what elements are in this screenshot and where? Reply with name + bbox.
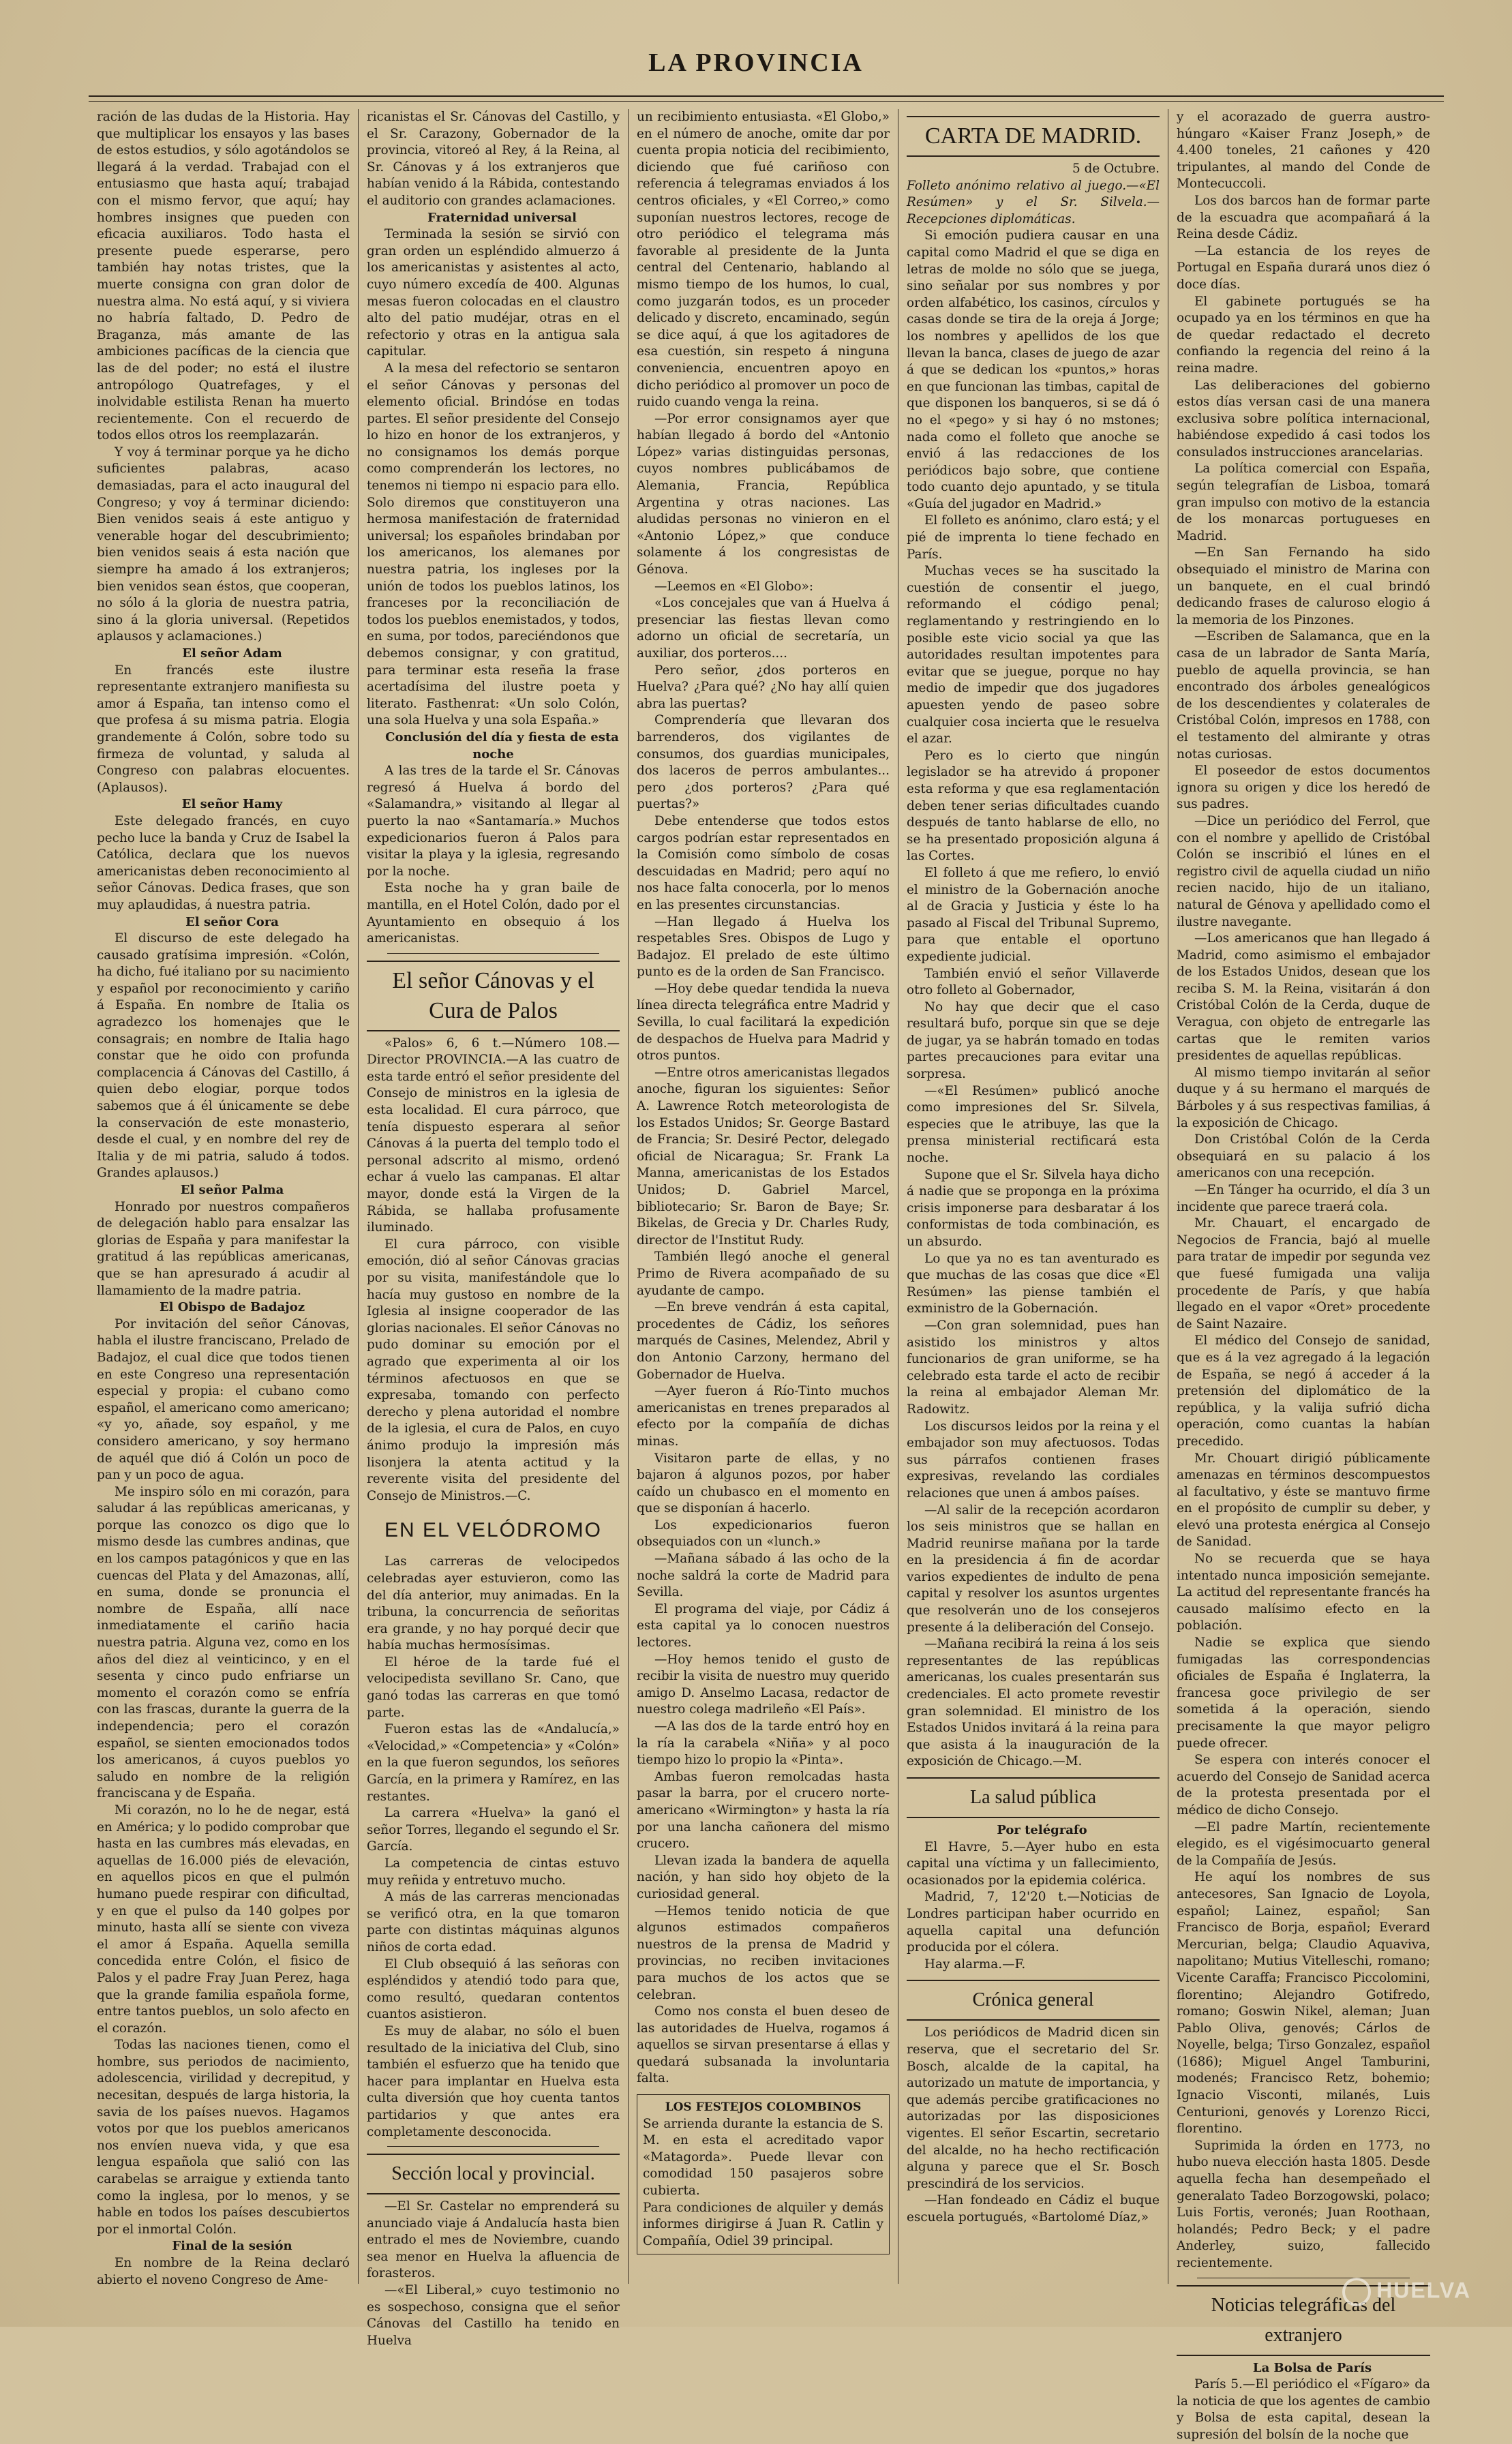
archive-seal-icon xyxy=(1342,2278,1371,2306)
article-paragraph: —Dice un periódico del Ferrol, que con el nombre y apellido de Cristóbal Colón se inscribió el lúnes en el registro civil de aquella ciudad un niño recien nacido, hijo de un italiano, natural de Génova y apellidado como el ilustre navegante. xyxy=(1177,813,1430,929)
article-paragraph: Mi corazón, no lo he de negar, está en América; y lo podido comprobar que hasta en las cumbres más elevadas, en aquellas de 16.000 piés de elevación, en aquellos picos en que el pulmón humano puede respirar con dificultad, y en que el pulso da 140 golpes por minuto, hasta allí se siente con viveza el amor á España. Aquella semilla concedida entre Colón, el fisico de Palos y el padre Fray Juan Perez, haga que la grande familia española forme, entre tantos pueblos, un solo afecto en el corazón. xyxy=(97,1802,350,2036)
article-paragraph: —Hemos tenido noticia de que algunos estimados compañeros nuestros de la prensa de Madrid y provincias, no reciben invitaciones para muchos de los actos que se celebran. xyxy=(637,1903,890,2002)
article-paragraph: Me inspiro sólo en mi corazón, para saludar á las repúblicas americanas, y porque las conozco os digo que lo mismo desde las cumbres andinas, que en los campos patagónicos y que en las cuencas del Plata y del Amazonas, allí, en suma, donde se pronuncia el nombre de España, allí nace inmediatamente el cariño hacia nuestra patria. Alguna vez, como en los años del diez al veinticinco, y en el sesenta y cinco pudo enfriarse un momento el corazón como se enfría con las frascas, durante la guerra de la independencia; pero el corazón español, se sienten emocionados todos los americanos, á cuyos pueblos yo saludo en nombre de la religión franciscana y de España. xyxy=(97,1484,350,1801)
article-paragraph: Los discursos leidos por la reina y el embajador son muy afectuosos. Todas sus párrafos contienen frases expresivas, revelando las cordiales relaciones que unen á ambos países. xyxy=(907,1419,1160,1500)
article-paragraph: La política comercial con España, según telegrafían de Lisboa, tomará gran impulso con motivo de la estancia de los monarcas portugueses en Madrid. xyxy=(1177,462,1430,543)
article-paragraph: Las carreras de velocipedos celebradas ayer estuvieron, como las del día anterior, muy animadas. En la tribuna, la concurrencia de señoritas era grande, y no hay porqué decir que había muchas hermosísimas. xyxy=(367,1554,620,1653)
column-divider xyxy=(387,2146,599,2147)
article-paragraph: El poseedor de estos documentos ignora su origen y dice los heredó de sus padres. xyxy=(1177,764,1430,812)
section-title: El señor Cánovas y el Cura de Palos xyxy=(367,961,620,1031)
article-paragraph: Pero señor, ¿dos porteros en Huelva? ¿Para qué? ¿No hay allí quien abra las puertas? xyxy=(637,663,890,711)
section-title: Crónica general xyxy=(907,1980,1160,2021)
subheading: El señor Adam xyxy=(182,646,282,661)
article-paragraph: Pero es lo cierto que ningún legislador se ha atrevido á proponer esta reforma y que esa reglamentación deben tener serias dificultades cuando después de tanto hablarse de ello, no se ha presentado proposición alguna á las Cortes. xyxy=(907,748,1160,864)
article-paragraph: No se recuerda que se haya intentado nunca imposición semejante. La actitud del representante francés ha causado malísimo efecto en la población. xyxy=(1177,1552,1430,1633)
column-3 xyxy=(629,109,898,2284)
subheading: Fraternidad universal xyxy=(427,210,577,225)
article-paragraph: Supone que el Sr. Silvela haya dicho á nadie que se proponga en la próxima crisis imponerse para desbaratar á los conformistas de toda combinación, es un absurdo. xyxy=(907,1167,1160,1249)
article-paragraph: Se espera con interés conocer el acuerdo del Consejo de Sanidad acerca de la protesta presentada por el médico de dicho Consejo. xyxy=(1177,1753,1430,1817)
section-title: Noticias telegráficas del extranjero xyxy=(1177,2285,1430,2356)
columns xyxy=(89,109,1438,2442)
article-paragraph: —En breve vendrán á esta capital, procedentes de Cádiz, los señores marqués de Casines, Melendez, Abril y don Antonio Carzony, hermano del Gobernador de Huelva. xyxy=(637,1300,890,1382)
article-paragraph: El héroe de la tarde fué el velocipedista sevillano Sr. Cano, que ganó todas las carreras en que tomó parte. xyxy=(367,1655,620,1720)
article-paragraph: «Palos» 6, 6 t.—Número 108.—Director PROVINCIA.—A las cuatro de esta tarde entró el señor presidente del Consejo de ministros en la iglesia de esta localidad. El cura párroco, que tenía dispuesto esperara al señor Cánovas á la puerta del templo todo el personal adscrito al mismo, ordenó echar á vuelo las campanas. El altar mayor, donde está la Virgen de la Rábida, se hallaba profusamente iluminado. xyxy=(367,1036,620,1235)
article-paragraph: El cura párroco, con visible emoción, dió al señor Cánovas gracias por su visita, manifestándole que lo hacía muy gustoso en nombre de la Iglesia al insigne cooperador de las glorias nacionales. El señor Cánovas no pudo dominar su emoción por el agrado que experimenta al oir los términos afectuosos en que se expresaba, tomando con perfecto derecho y plena autoridad el nombre de la iglesia, el cura de Palos, en cuyo ánimo produjo la impresión más lisonjera la atenta actitud y la reverente visita del presidente del Consejo de Ministros.—C. xyxy=(367,1237,620,1503)
article-paragraph: —En San Fernando ha sido obsequiado el ministro de Marina con un banquete, en el cual brindó dedicando frases de caluroso elogio á la memoria de los Pinzones. xyxy=(1177,545,1430,627)
article-paragraph: Como nos consta el buen deseo de las autoridades de Huelva, rogamos á aquellos se sirvan presentarse á ellas y quedará subsanada la involuntaria falta. xyxy=(637,2004,890,2086)
article-paragraph: —Por error consignamos ayer que habían llegado á bordo del «Antonio López» varias distinguidas personas, cuyos nombres publicábamos de Alemania, Francia, República Argentina y otras naciones. Las aludidas personas no vinieron en el «Antonio López,» que conduce solamente á los congresistas de Génova. xyxy=(637,411,890,577)
article-paragraph: La carrera «Huelva» la ganó el señor Torres, llegando el segundo el Sr. García. xyxy=(367,1806,620,1854)
article-paragraph: Madrid, 7, 12'20 t.—Noticias de Londres participan haber ocurrido en aquella capital una defunción producida por el cólera. xyxy=(907,1890,1160,1955)
article-paragraph: Las deliberaciones del gobierno estos días versan casi de una manera exclusiva sobre política internacional, habiéndose expedido á casi todos los consulados instrucciones arancelarias. xyxy=(1177,378,1430,459)
article-paragraph: Si emoción pudiera causar en una capital como Madrid el que se diga en letras de molde no sólo que se juega, sino señalar por sus nombres y por orden alfabético, los casinos, círculos y casas donde se tira de la oreja á Jorge; los nombres y apellidos de los que llevan la banca, clases de juego de azar á que se dedican los «puntos,» horas en que funcionan las timbas, capital de que disponen los banqueros, si se dá ó no el «pego» y si hay ó no mstones; nada como el folleto que anoche se envió á las redacciones de los periódicos bajo sobre, que contiene todo cuanto dejo apuntado, y se titula «Guía del jugador en Madrid.» xyxy=(907,228,1160,511)
dateline: 5 de Octubre. xyxy=(1072,162,1160,176)
article-paragraph: El folleto es anónimo, claro está; y el pié de imprenta lo tiene fechado en París. xyxy=(907,513,1160,562)
article-paragraph: Honrado por nuestros compañeros de delegación hablo para ensalzar las glorias de España y para manifestar la gratitud á las repúblicas americanas, que se han apresurado á acudir al llamamiento de la madre patria. xyxy=(97,1199,350,1298)
article-paragraph: Hay alarma.—F. xyxy=(924,1957,1026,1972)
article-paragraph: —«El Liberal,» cuyo testimonio no es sospechoso, consigna que el señor Cánovas del Castillo ha tenido en Huelva xyxy=(367,2283,620,2348)
advertisement-title: LOS FESTEJOS COLOMBINOS xyxy=(665,2100,862,2115)
article-paragraph: y el acorazado de guerra austro-húngaro «Kaiser Franz Joseph,» de 4.400 toneles, 21 cañones y 420 tripulantes, al mando del Conde de Montecuccoli. xyxy=(1177,110,1430,192)
column-1 xyxy=(89,109,359,2287)
article-paragraph: No hay que decir que el caso resultará bufo, porque sin que se deje de jugar, ya se habrán tomado en todas partes precauciones para evitar una sorpresa. xyxy=(907,999,1160,1082)
article-paragraph: —Hoy hemos tenido el gusto de recibir la visita de nuestro muy querido amigo D. Anselmo Lacasa, redactor de nuestro colega madrileño «El País». xyxy=(637,1652,890,1717)
article-paragraph: La competencia de cintas estuvo muy reñida y entretuvo mucho. xyxy=(367,1856,620,1888)
article-paragraph: Ambas fueron remolcadas hasta pasar la barra, por el crucero norte-americano «Wirmington» y hasta la ría por una lancha cañonera del mismo crucero. xyxy=(637,1769,890,1852)
article-paragraph: un recibimiento entusiasta. «El Globo,» en el número de anoche, omite dar por cuenta propia noticia del recibimiento, diciendo que fué cariñoso con referencia á telegramas enviados á los centros oficiales, y «El Correo,» como suponían nuestros lectores, recoge de otro periódico el telegrama más favorable al presidente de la Junta central del Centenario, hablando al mismo tiempo de los humos, lo cual, como juzgarán todos, es un proceder delicado y discreto, encaminado, según se dice aquí, á que los agitadores de esa cuestión, sin respeto á ninguna conveniencia, encuentren apoyo en dicho periódico al promover un poco de ruido cuando venga la reina. xyxy=(637,110,890,410)
article-paragraph: Todas las naciones tienen, como el hombre, sus periodos de nacimiento, adolescencia, virilidad y decrepitud, y necesitan, después de larga historia, la savia de los países nuevos. Hagamos votos por que los pueblos americanos nos envíen nueva vida, y que esa lengua española que salió con las carabelas se arraigue y extienda tanto como la inglesa, por lo menos, y se hable en todos los países descubiertos por el inmortal Colón. xyxy=(97,2038,350,2237)
article-paragraph: También llegó anoche el general Primo de Rivera acompañado de su ayudante de campo. xyxy=(637,1250,890,1298)
article-paragraph: —Entre otros americanistas llegados anoche, figuran los siguientes: Señor A. Lawrence Rotch meteorologista de los Estados Unidos; Sr. George Bastard de Francia; Sr. Desiré Pector, delegado oficial de Nicaragua; Sr. Frank La Manna, americanistas de los Estados Unidos; D. Gabriel Marcel, bibliotecario; Sr. Baron de Baye; Sr. Bikelas, de Grecia y Dr. Charles Rudy, director de l'Institut Rudy. xyxy=(637,1065,890,1248)
article-paragraph: Y voy á terminar porque ya he dicho suficientes palabras, acaso demasiadas, para el acto inaugural del Congreso; y voy á terminar diciendo: Bien venidos seais á este antiguo y venerable hogar del descubrimiento; bien venidos seais á esta nación que siempre ha amado á los extranjeros; bien venidos sean éstos, que cooperan, no sólo á la gloria de nuestra patria, sino á la gloria universal. (Repetidos aplausos y aclamaciones.) xyxy=(97,444,350,644)
article-paragraph: Los expedicionarios fueron obsequiados con un «lunch.» xyxy=(637,1518,890,1550)
article-paragraph: Terminada la sesión se sirvió con gran orden un espléndido almuerzo á los americanistas y asistentes al acto, cuyo número excedía de 400. Algunas mesas fueron colocadas en el claustro alto del patio mudéjar, otras en el refectorio y otras en la antigua sala capitular. xyxy=(367,227,620,359)
article-paragraph: El Club obsequió á las señoras con espléndidos y atendió todo para que, como resultó, quedaran contentos cuantos asistieron. xyxy=(367,1957,620,2022)
subheading: El señor Hamy xyxy=(181,797,283,812)
article-paragraph: —«El Resúmen» publicó anoche como impresiones del Sr. Silvela, especies que le atribuye, las que la prensa ministerial rectificará esta noche. xyxy=(907,1083,1160,1166)
article-paragraph: —Los americanos que han llegado á Madrid, como asimismo el embajador de los Estados Unidos, desean que los reciba S. M. la Reina, visitarán á don Cristóbal Colón de la Cerda, duque de Veragua, con objeto de entregarle las cartas que le remiten varios presidentes de aquellas repúblicas. xyxy=(1177,931,1430,1063)
article-paragraph: Mr. Chouart dirigió públicamente amenazas en términos descompuestos al facultativo, y éste se mantuvo firme en el propósito de cumplir su deber, y elevó una protesta enérgica al Consejo de Sanidad. xyxy=(1177,1451,1430,1550)
archive-watermark xyxy=(1342,2278,1471,2306)
article-paragraph: Mr. Chauart, el encargado de Negocios de Francia, bajó al muelle para tratar de impedir por segunda vez que fuesé fumigada una valija procedente de París, y que había llegado en el vapor «Oret» procedente de Saint Nazaire. xyxy=(1177,1216,1430,1331)
subheading: Final de la sesión xyxy=(172,2239,292,2254)
article-paragraph: El discurso de este delegado ha causado gratísima impresión. «Colón, ha dicho, fué italiano por su nacimiento y español por reconocimiento y cariño á España. En nombre de Italia os agradezco los homenajes que le consagrais; en nombre de Italia hago constar que he oido con profunda complacencia á Cánovas del Castillo, á quien debo elogiar, porque todos sabemos que á él únicamente se debe la conservación de este monasterio, desde el cual, y en nombre del rey de Italia y de mi patria, saludo á todos. Grandes aplausos.) xyxy=(97,931,350,1181)
article-paragraph: —Han fondeado en Cádiz el buque escuela portugués, «Bartolomé Díaz,» xyxy=(907,2193,1160,2224)
article-paragraph: Los periódicos de Madrid dicen sin reserva, que el secretario del Sr. Bosch, alcalde de la capital, ha autorizado un matute de importancia, y que además percibe gratificaciones no autorizadas por las disposiciones vigentes. El señor Escartin, secretario del alcalde, no ha hecho rectificación alguna y parece que el Sr. Bosch prescindirá de los servicios. xyxy=(907,2025,1160,2191)
article-paragraph: El Havre, 5.—Ayer hubo en esta capital una víctima y un fallecimiento, ocasionados por la epidemia colérica. xyxy=(907,1839,1160,1888)
article-paragraph: —Al salir de la recepción acordaron los seis ministros que se hallan en Madrid reunirse mañana por la tarde en la presidencia á fin de acordar varios expedientes de indulto de pena capital y resolver los asuntos urgentes que resolverán uno de los consejeros presente á la deliberación del Consejo. xyxy=(907,1503,1160,1635)
article-paragraph: —En Tánger ha ocurrido, el día 3 un incidente que parece traerá cola. xyxy=(1177,1183,1430,1214)
article-paragraph: En francés este ilustre representante extranjero manifiesta su amor á España, tan intenso como el que profesa á su misma patria. Elogia grandemente á Colón, sobre todo su firmeza de voluntad, y saluda al Congreso con palabras elocuentes. (Aplausos). xyxy=(97,663,350,795)
article-paragraph: Lo que ya no es tan aventurado es que muchas de las cosas que dice «El Resúmen» las piense también el exministro de la Gobernación. xyxy=(907,1251,1160,1316)
article-paragraph: ricanistas el Sr. Cánovas del Castillo, y el Sr. Carazony, Gobernador de la provincia, vitoreó al Rey, á la Reina, al Sr. Cánovas y á los extranjeros que habían venido á la Rábida, contestando el auditorio con grandes aclamaciones. xyxy=(367,110,620,208)
masthead-rule xyxy=(89,95,1444,102)
column-4 xyxy=(898,109,1168,2284)
article-paragraph: El programa del viaje, por Cádiz á esta capital ya lo conocen nuestros lectores. xyxy=(637,1601,890,1650)
advertisement-box xyxy=(637,2094,890,2254)
article-paragraph: En nombre de la Reina declaró abierto el noveno Congreso de Ame- xyxy=(97,2256,350,2287)
article-paragraph: —Han llegado á Huelva los respetables Sres. Obispos de Lugo y Badajoz. El prelado de este último punto es de la orden de San Francisco. xyxy=(637,914,890,980)
subheading: El señor Palma xyxy=(180,1183,284,1197)
article-paragraph: —Escriben de Salamanca, que en la casa de un labrador de Santa María, pueblo de aquella provincia, se han encontrado dos árboles genealógicos de los descendientes y colaterales de Cristóbal Colón, impresos en 1788, con el testamento del almirante y otras notas curiosas. xyxy=(1177,629,1430,761)
article-paragraph: —El Sr. Castelar no emprenderá su anunciado viaje á Andalucía hasta bien entrado el mes de Noviembre, cuando sea menor en Huelva la afluencia de forasteros. xyxy=(367,2199,620,2281)
section-title: CARTA DE MADRID. xyxy=(907,116,1160,157)
article-paragraph: A la mesa del refectorio se sentaron el señor Cánovas y personas del elemento oficial. Brindóse en todas partes. El señor presidente del Consejo lo hizo en honor de los extranjeros, y no consignamos los demás porque como comprenderán los lectores, no tenemos ni tiempo ni espacio para ello. Solo diremos que constituyeron una hermosa manifestación de fraternidad universal; los españoles brindaban por los americanos, los alemanes por nuestra patria, los ingleses por la unión de todos los pueblos latinos, los franceses por la reconciliación de todos los pueblos enemistados, y todos, en suma, por todos, pareciéndonos que debemos consignar, y con gratitud, para terminar esta reseña la frase acertadísima del ilustre poeta y literato. Fasthenrat: «Un solo Colón, una sola Huelva y una sola España.» xyxy=(367,361,620,728)
article-paragraph: —La estancia de los reyes de Portugal en España durará unos diez ó doce días. xyxy=(1177,243,1430,292)
article-paragraph: —El padre Martín, recientemente elegido, es el vigésimocuarto general de la Compañía de Jesús. xyxy=(1177,1820,1430,1868)
masthead-title: LA PROVINCIA xyxy=(648,48,864,77)
section-title: Sección local y provincial. xyxy=(367,2154,620,2194)
subheading: Conclusión del día y fiesta de esta noche xyxy=(385,729,619,761)
article-paragraph: Es muy de alabar, no sólo el buen resultado de la iniciativa del Club, sino también el esfuerzo que ha tenido que hacer para implantar en Huelva esta culta diversión que hoy cuenta tantos partidarios y que antes era completamente desconocida. xyxy=(367,2023,620,2139)
article-paragraph: He aquí los nombres de sus antecesores, San Ignacio de Loyola, español; Lainez, español; San Francisco de Borja, español; Everard Mercurian, belga; Claudio Aquaviva, napolitano; Mutius Vitelleschi, romano; Vicente Caraffa; Francisco Piccolomini, florentino; Alejandro Gotifredo, romano; Goswin Nikel, aleman; Juan Pablo Oliva, genovés; Cárlos de Noyelle, belga; Tirso Gonzalez, español (1686); Miguel Angel Tamburini, modenés; Francisco Retz, bohemio; Ignacio Visconti, milanés, Luis Centurioni, genovés y Lorenzo Ricci, florentino. xyxy=(1177,1870,1430,2137)
article-paragraph: —Hoy debe quedar tendida la nueva línea directa telegráfica entre Madrid y Sevilla, lo cual facilitará la expedición de despachos de Huelva para Madrid y otros puntos. xyxy=(637,981,890,1063)
section-title: La salud pública xyxy=(907,1777,1160,1818)
article-paragraph: Fueron estas las de «Andalucía,» «Velocidad,» «Competencia» y «Colón» en la que fueron segundos, los señores García, en la primera y Ramírez, en las restantes. xyxy=(367,1722,620,1804)
article-paragraph: El médico del Consejo de sanidad, que es á la vez agregado á la legación de España, se negó á acceder á la pretensión del diplomático de la república, y la valija sufrió dicha operación, como cuantas la habían precedido. xyxy=(1177,1333,1430,1449)
article-paragraph: Nadie se explica que siendo fumigadas las correspondencias oficiales de España é Inglaterra, la francesa goce privilegio de ser sometida á la operación, siendo precisamente la que mayor peligro puede ofrecer. xyxy=(1177,1635,1430,1751)
article-paragraph: —A las dos de la tarde entró hoy en la ría la carabela «Niña» y al poco tiempo hizo lo propio la «Pinta». xyxy=(637,1719,890,1768)
article-paragraph: París 5.—El periódico el «Fígaro» da la noticia de que los agentes de cambio y Bolsa de esta capital, desean la supresión del bolsín de la noche que xyxy=(1177,2377,1430,2442)
column-divider xyxy=(387,953,599,954)
article-paragraph: Don Cristóbal Colón de la Cerda obsequiará en su palacio á los americanos con una recepción. xyxy=(1177,1132,1430,1181)
article-paragraph: Suprimida la órden en 1773, no hubo nueva elección hasta 1805. Desde aquella fecha han desempeñado el generalato Tadeo Borzogowski, polaco; Luis Fortis, veronés; Juan Roothaan, holandés; Pedro Beck; y el padre Anderley, suizo, fallecido recientemente. xyxy=(1177,2138,1430,2270)
article-paragraph: —Mañana sábado á las ocho de la noche saldrá la corte de Madrid para Sevilla. xyxy=(637,1552,890,1600)
article-paragraph: ración de las dudas de la Historia. Hay que multiplicar los ensayos y las bases de estos estudios, y sólo agotándolos se llegará á la verdad. Trabajad con el entusiasmo que hasta aquí; trabajad con el mismo fervor, que aquí; hay hombres insignes que pueden con eficacia auxiliaros. Todo hasta el presente puede esperarse, pero también hay notas tristes, que la muerte consigna con gran dolor de nuestra alma. No está aquí, y si viviera no habría faltado, D. Pedro de Braganza, más amante de las ambiciones pacíficas de la ciencia que las de del poder; no está el ilustre antropólogo Quatrefages, y el inolvidable estilista Renan ha muerto recientemente. Con el recuerdo de todos ellos otros los reemplazarán. xyxy=(97,110,350,443)
advertisement-line: Se arrienda durante la estancia de S. M. en esta el acreditado vapor «Matagorda». Puede llevar con comodidad 150 pasajeros sobre cubierta. xyxy=(643,2116,883,2199)
section-title: EN EL VELÓDROMO xyxy=(384,1519,602,1542)
article-paragraph: Al mismo tiempo invitarán al señor duque y á su hermano el marqués de Bárboles y á sus respectivas familias, á la exposición de Chicago. xyxy=(1177,1065,1430,1130)
article-paragraph: —Con gran solemnidad, pues han asistido los ministros y altos funcionarios de gran uniforme, se ha celebrado esta tarde el acto de recibir la reina al embajador Aleman Mr. Radowitz. xyxy=(907,1318,1160,1417)
article-paragraph: También envió el señor Villaverde otro folleto al Gobernador, xyxy=(907,966,1160,998)
advertisement-line: Para condiciones de alquiler y demás informes dirigirse á Juan R. Catlin y Compañía, Odiel 39 principal. xyxy=(643,2200,883,2248)
article-paragraph: Comprendería que llevaran dos barrenderos, dos vigilantes de consumos, dos guardias municipales, dos laceros de perros ambulantes... pero ¿dos porteros? ¿Para qué puertas?» xyxy=(637,713,890,812)
subheading: El señor Cora xyxy=(185,914,279,929)
article-paragraph: —Ayer fueron á Río-Tinto muchos americanistas en trenes preparados al efecto por la compañía de dichas minas. xyxy=(637,1384,890,1449)
article-paragraph: Debe entenderse que todos estos cargos podrían estar representados en la Comisión como símbolo de cosas descuidadas en Madrid; pero aquí no nos hace falta conocerla, por lo menos en las presentes circunstancias. xyxy=(637,813,890,912)
subheading: La Bolsa de París xyxy=(1252,2360,1372,2375)
article-summary: Folleto anónimo relativo al juego.—«El Resúmen» y el Sr. Silvela.—Recepciones diplomáticas. xyxy=(907,178,1160,226)
article-paragraph: Este delegado francés, en cuyo pecho luce la banda y Cruz de Isabel la Católica, declara que los nuevos americanistas deben reconocimiento al señor Cánovas. Dedica frases, que son muy aplaudidas, á nuestra patria. xyxy=(97,813,350,912)
masthead xyxy=(82,48,1430,95)
article-paragraph: Muchas veces se ha suscitado la cuestión de consentir el juego, reformando el código penal; reglamentando y restringiendo en lo posible este vicio social ya que las autoridades resultan impotentes para evitar que se juegue, porque no hay medio de impedir que dos jugadores apuesten yendo de paseo sobre cualquier cosa incierta que le resuelva el azar. xyxy=(907,564,1160,746)
subheading: Por telégrafo xyxy=(997,1823,1087,1837)
subheading: El Obispo de Badajoz xyxy=(159,1300,305,1315)
article-paragraph: «Los concejales que van á Huelva á presenciar las fiestas llevan como adorno un oficial de secretaría, un auxiliar, dos porteros.... xyxy=(637,596,890,661)
article-paragraph: Los dos barcos han de formar parte de la escuadra que acompañará á la Reina desde Cádiz. xyxy=(1177,193,1430,242)
article-paragraph: A más de las carreras mencionadas se verificó otra, en la que tomaron parte con distintas máquinas algunos niños de corta edad. xyxy=(367,1890,620,1955)
article-paragraph: A las tres de la tarde el Sr. Cánovas regresó á Huelva á bordo del «Salamandra,» visitando al llegar al puerto la nao «Santamaría.» Muchos expedicionarios fueron á Palos para visitar la playa y la iglesia, regresando por la noche. xyxy=(367,764,620,879)
article-paragraph: —Leemos en «El Globo»: xyxy=(654,579,814,594)
article-paragraph: Llevan izada la bandera de aquella nación, y han sido hoy objeto de la curiosidad general. xyxy=(637,1853,890,1901)
article-paragraph: El folleto á que me refiero, lo envió el ministro de la Gobernación anoche al de Gracia y Justicia y éste lo ha pasado al Fiscal del Tribunal Supremo, para que entable el oportuno expediente judicial. xyxy=(907,865,1160,964)
watermark-text: HUELVA xyxy=(1376,2278,1471,2303)
article-paragraph: Por invitación del señor Cánovas, habla el ilustre franciscano, Prelado de Badajoz, el cual dice que todos tienen en este Congreso una representación especial y propia: el cubano como español, el americano como americano; «y yo, añade, soy español, y me considero americano, y soy hermano de aquél que dió á Colón un poco de pan y un poco de agua. xyxy=(97,1316,350,1483)
article-paragraph: —Mañana recibirá la reina á los seis representantes de las repúblicas americanas, los cuales presentarán sus credenciales. El acto promete revestir gran solemnidad. El ministro de los Estados Unidos invitará á la reina para que asista á la inauguración de la exposición de Chicago.—M. xyxy=(907,1637,1160,1769)
article-paragraph: El gabinete portugués se ha ocupado ya en los términos en que ha de quedar redactado el decreto confiando la regencia del reino á la reina madre. xyxy=(1177,294,1430,376)
article-paragraph: Esta noche ha y gran baile de mantilla, en el Hotel Colón, dado por el Ayuntamiento en obsequio á los americanistas. xyxy=(367,881,620,946)
column-2 xyxy=(359,109,629,2348)
article-paragraph: Visitaron parte de ellas, y no bajaron á algunos pozos, por haber caído un chubasco en el momento en que se disponían á hacerlo. xyxy=(637,1451,890,1516)
